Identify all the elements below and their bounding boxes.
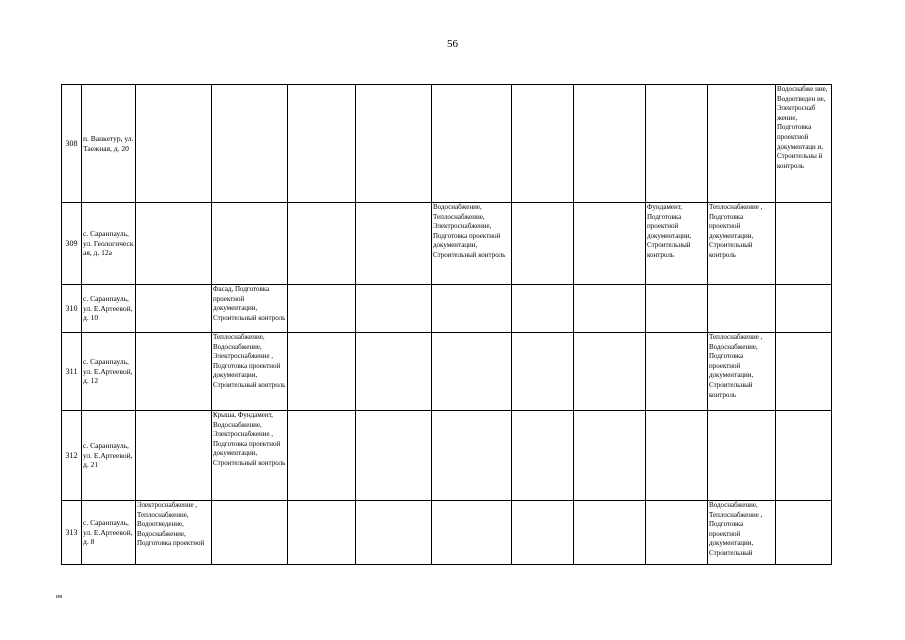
row-number: 308: [62, 85, 82, 203]
table-row: [62, 501, 832, 565]
row-number: 309: [62, 203, 82, 285]
work-cell: [512, 501, 574, 565]
work-cell: [136, 411, 212, 501]
row-address: с. Саранпауль, ул. Е.Артеевой, д. 10: [82, 285, 136, 333]
work-cell: Электроснабжение , Теплоснабжение, Водоотведение, Водоснабжение, Подготовка проектной: [136, 501, 212, 565]
work-cell: [136, 285, 212, 333]
work-cell: [288, 285, 356, 333]
row-number: 312: [62, 411, 82, 501]
work-cell: [432, 411, 512, 501]
work-cell: [646, 285, 708, 333]
work-cell: [356, 203, 432, 285]
work-cell: [512, 411, 574, 501]
work-cell: [356, 411, 432, 501]
page-number: 56: [447, 38, 458, 50]
work-cell: [512, 285, 574, 333]
work-cell: [288, 411, 356, 501]
work-cell: Теплоснабжение , Водоснабжение, Подготовка проектной документации, Строительный контроль: [708, 333, 776, 411]
work-cell: [512, 85, 574, 203]
work-cell: [646, 501, 708, 565]
work-cell: [136, 203, 212, 285]
work-cell: [356, 333, 432, 411]
work-cell: Водоснабжение, Теплоснабжение, Электроснабжение, Подготовка проектной документации, Строительный контроль: [432, 203, 512, 285]
work-cell: [574, 501, 646, 565]
work-cell: Фундамент, Подготовка проектной документации, Строительный контроль: [646, 203, 708, 285]
work-cell: [776, 411, 832, 501]
work-cell: [708, 411, 776, 501]
row-address: с. Саранпауль, ул. Е.Артеевой, д. 21: [82, 411, 136, 501]
work-cell: Теплоснабжение , Подготовка проектной документации, Строительный контроль: [708, 203, 776, 285]
works-table: [61, 84, 832, 565]
work-cell: [646, 411, 708, 501]
work-cell: [356, 501, 432, 565]
work-cell: [708, 85, 776, 203]
work-cell: Водоснабже ние, Водоотведен ие, Электроснаб жение, Подготовка проектной документаци и, Строительны й контроль: [776, 85, 832, 203]
work-cell: [574, 85, 646, 203]
work-cell: [776, 501, 832, 565]
work-cell: [708, 285, 776, 333]
row-number: 310: [62, 285, 82, 333]
work-cell: Крыша, Фундамент, Водоснабжение, Электроснабжение , Подготовка проектной документации, Строительный контроль: [212, 411, 288, 501]
work-cell: [512, 203, 574, 285]
work-cell: [136, 85, 212, 203]
work-cell: [574, 411, 646, 501]
row-number: 311: [62, 333, 82, 411]
work-cell: [136, 333, 212, 411]
work-cell: Фасад, Подготовка проектной документации, Строительный контроль: [212, 285, 288, 333]
work-cell: [512, 333, 574, 411]
work-cell: [288, 501, 356, 565]
work-cell: [776, 203, 832, 285]
work-cell: [432, 501, 512, 565]
work-cell: [432, 333, 512, 411]
work-cell: [356, 85, 432, 203]
row-number: 313: [62, 501, 82, 565]
work-cell: [574, 203, 646, 285]
work-cell: Водоснабжение, Теплоснабжение , Подготовка проектной документации, Строительный: [708, 501, 776, 565]
footer-mark: нв: [56, 594, 63, 600]
table-row: [62, 285, 832, 333]
work-cell: [212, 85, 288, 203]
work-cell: [646, 333, 708, 411]
work-cell: Теплоснабжение, Водоснабжение, Электроснабжение , Подготовка проектной документации, Строительный контроль: [212, 333, 288, 411]
work-cell: [288, 85, 356, 203]
work-cell: [574, 285, 646, 333]
work-cell: [212, 501, 288, 565]
work-cell: [776, 333, 832, 411]
work-cell: [432, 85, 512, 203]
row-address: с. Саранпауль, ул. Е.Артеевой, д. 8: [82, 501, 136, 565]
table-row: [62, 333, 832, 411]
work-cell: [288, 203, 356, 285]
table-row: [62, 203, 832, 285]
table-row: [62, 411, 832, 501]
work-cell: [356, 285, 432, 333]
work-cell: [646, 85, 708, 203]
work-cell: [776, 285, 832, 333]
row-address: п. Ванкетур, ул. Таежная, д. 20: [82, 85, 136, 203]
row-address: с. Саранпауль, ул. Геологическ ая, д. 12а: [82, 203, 136, 285]
table-row: [62, 85, 832, 203]
row-address: с. Саранпауль, ул. Е.Артеевой, д. 12: [82, 333, 136, 411]
work-cell: [212, 203, 288, 285]
work-cell: [288, 333, 356, 411]
work-cell: [574, 333, 646, 411]
work-cell: [432, 285, 512, 333]
